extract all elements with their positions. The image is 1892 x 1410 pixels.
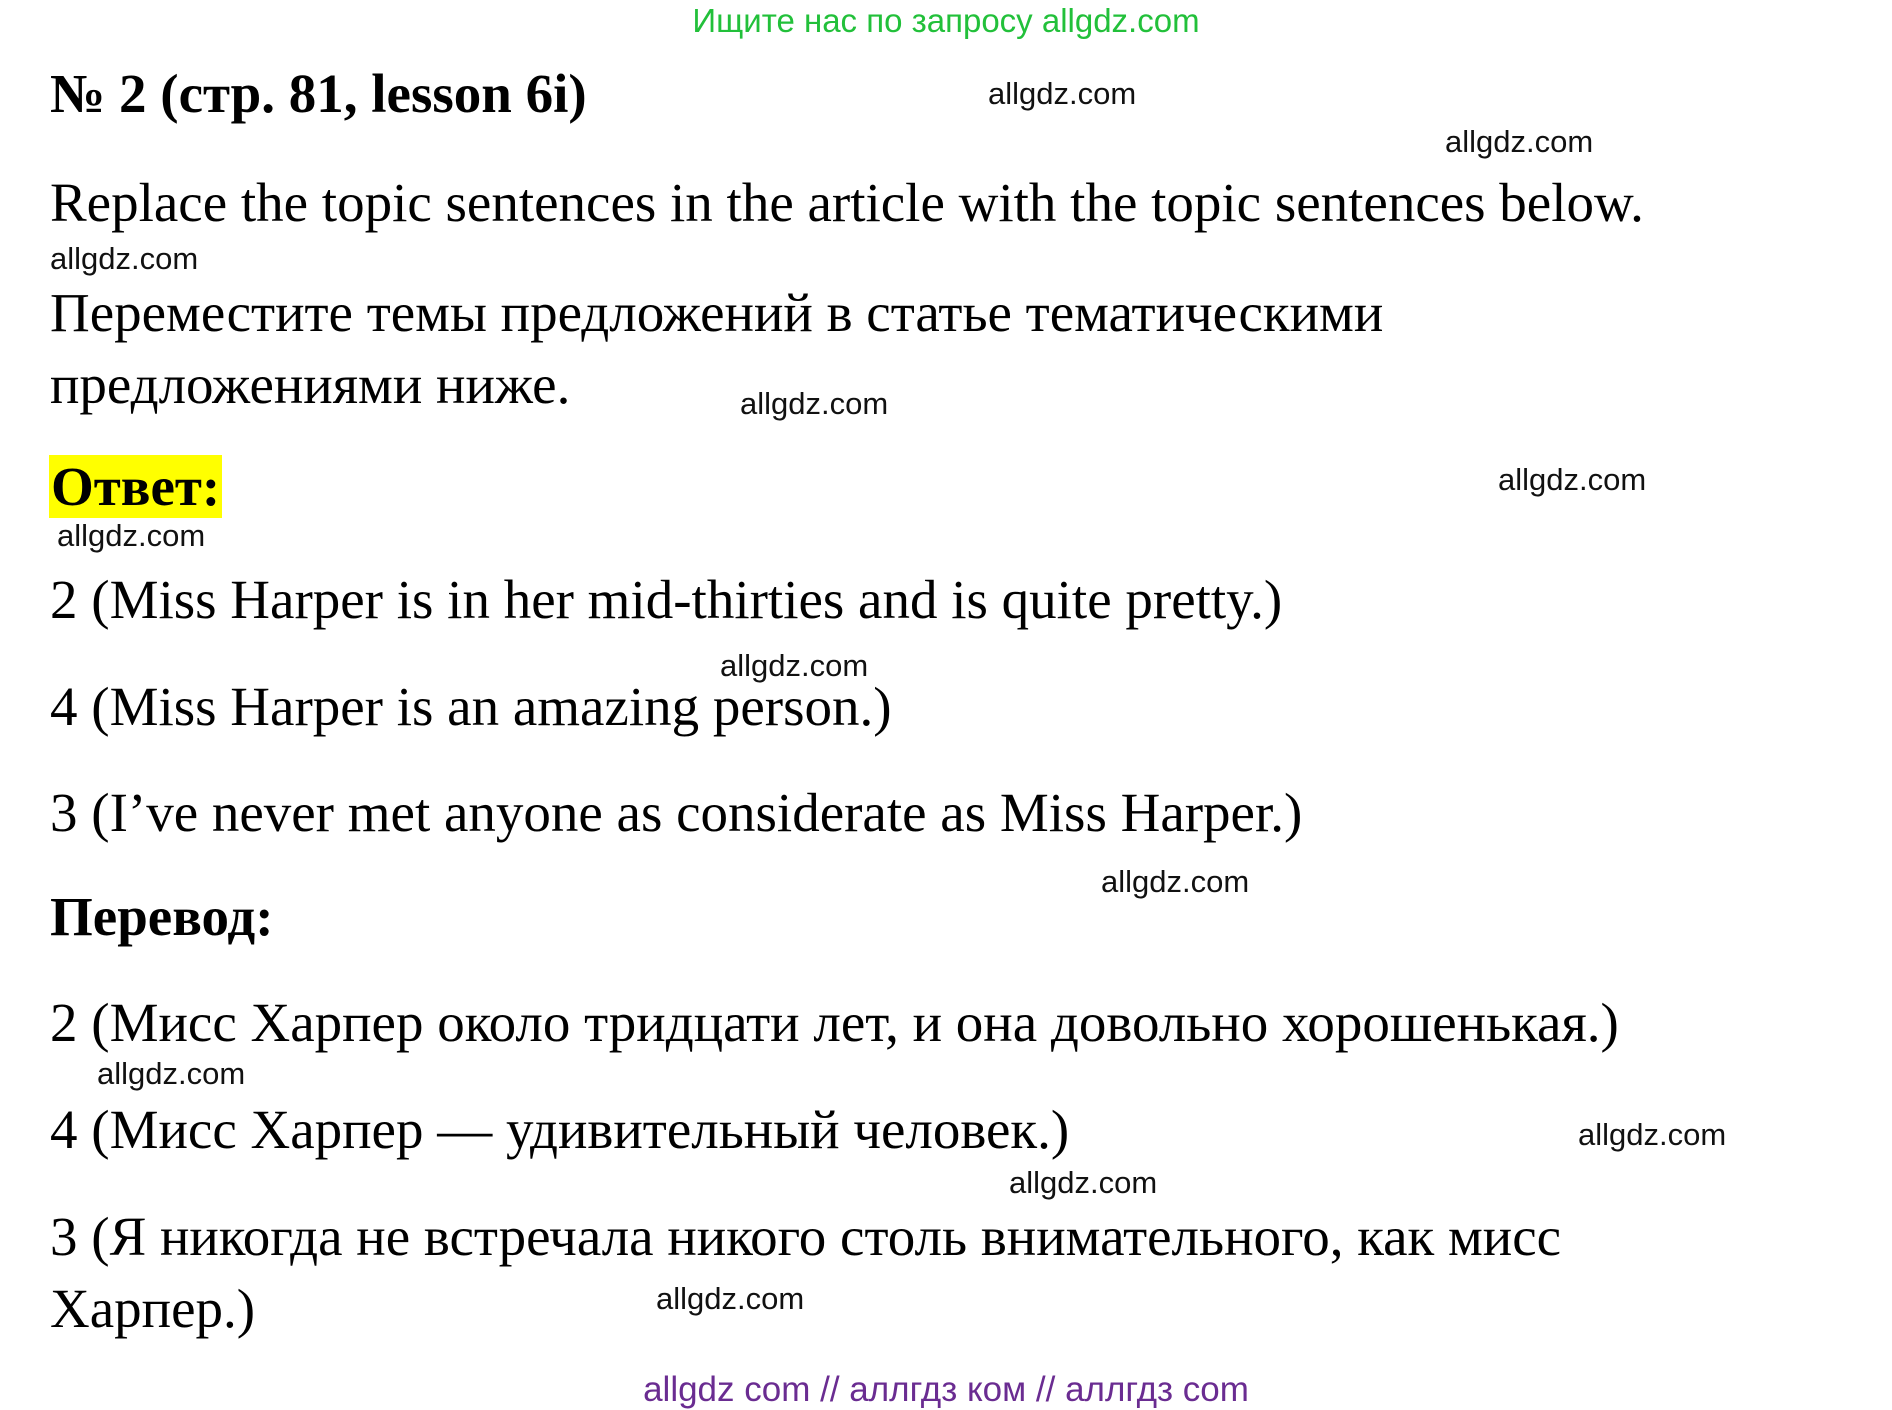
translation-line: 3 (Я никогда не встречала никого столь внимательного, как мисс [50, 1206, 1562, 1267]
answer-heading: Ответ: [51, 456, 221, 517]
answer-line: 4 (Miss Harper is an amazing person.) [50, 676, 892, 737]
watermark: allgdz.com [50, 241, 199, 276]
watermark: allgdz.com [97, 1056, 246, 1091]
top-banner: Ищите нас по запросу allgdz.com [692, 2, 1200, 39]
watermark: allgdz.com [57, 518, 206, 553]
page-title: № 2 (стр. 81, lesson 6i) [50, 63, 587, 124]
task-english: Replace the topic sentences in the article with the topic sentences below. [50, 172, 1644, 233]
translation-line: Харпер.) [50, 1278, 256, 1339]
answer-line: 2 (Miss Harper is in her mid-thirties and is quite pretty.) [50, 569, 1283, 630]
watermark: allgdz.com [988, 76, 1137, 111]
translation-line: 2 (Мисс Харпер около тридцати лет, и она довольно хорошенькая.) [50, 992, 1619, 1053]
answer-line: 3 (I’ve never met anyone as considerate as Miss Harper.) [50, 782, 1303, 843]
footer-links: allgdz com // аллгдз ком // аллгдз com [643, 1370, 1249, 1409]
task-russian-line-2: предложениями ниже. [50, 354, 571, 415]
watermark: allgdz.com [720, 648, 869, 683]
watermark: allgdz.com [740, 386, 889, 421]
watermark: allgdz.com [1101, 864, 1250, 899]
watermark: allgdz.com [1498, 462, 1647, 497]
task-russian-line-1: Переместите темы предложений в статье тематическими [50, 282, 1384, 343]
watermark: allgdz.com [656, 1281, 805, 1316]
translation-heading: Перевод: [50, 886, 274, 947]
watermark: allgdz.com [1578, 1117, 1727, 1152]
watermark: allgdz.com [1009, 1165, 1158, 1200]
watermark: allgdz.com [1445, 124, 1594, 159]
translation-line: 4 (Мисс Харпер — удивительный человек.) [50, 1099, 1070, 1160]
